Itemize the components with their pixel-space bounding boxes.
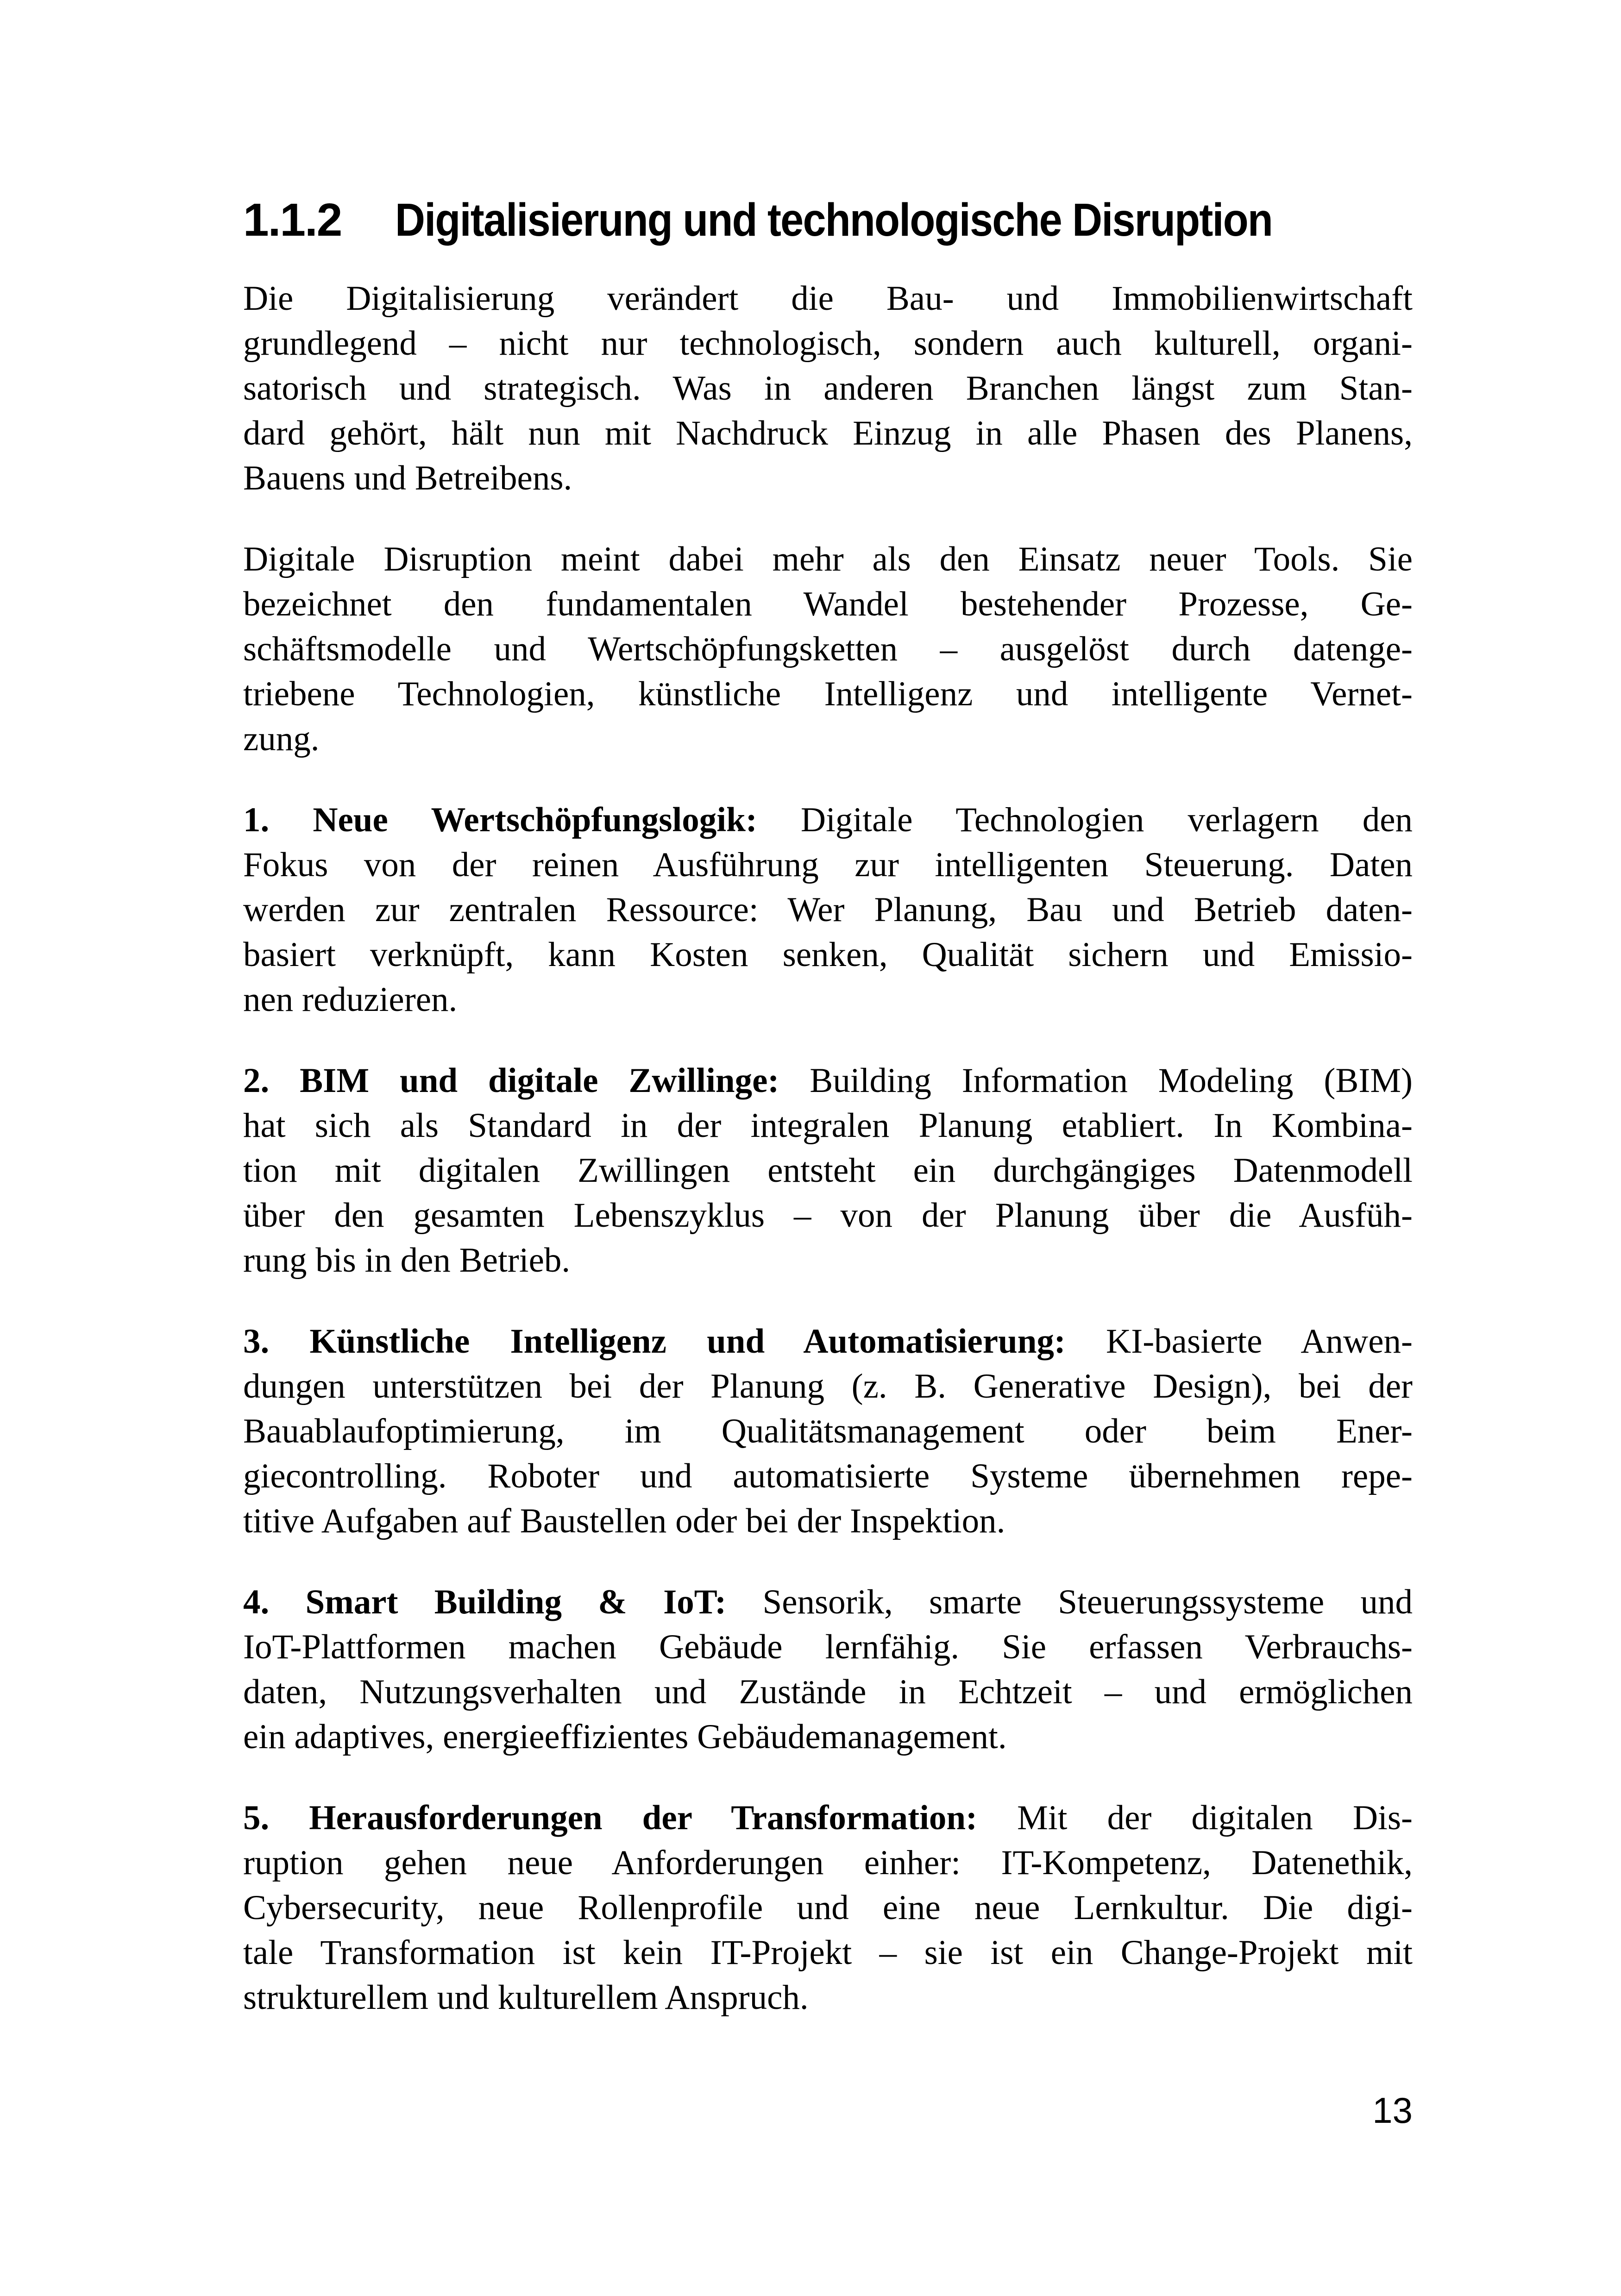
content-column — [243, 0, 1413, 2056]
text-line — [243, 1148, 1413, 1193]
text-line — [243, 411, 1413, 456]
paragraph — [243, 276, 1413, 501]
text-segment: nen reduzieren. — [243, 980, 458, 1019]
text-line — [243, 321, 1413, 366]
section-title: Digitalisierung und technologische Disruption — [395, 194, 1273, 246]
text-segment: Die Digitalisierung verändert die Bau- und Immobilienwirtschaft — [243, 279, 1413, 318]
text-segment: satorisch und strategisch. Was in anderen Branchen längst zum Stan- — [243, 369, 1413, 408]
text-line — [243, 582, 1413, 627]
text-segment: hat sich als Standard in der integralen Planung etabliert. In Kombina- — [243, 1106, 1413, 1145]
lead-in-bold: 5. Herausforderungen der Transformation: — [243, 1799, 978, 1837]
text-segment: Digitale Technologien verlagern den — [757, 801, 1413, 839]
text-line — [243, 1499, 1413, 1543]
paragraph — [243, 1795, 1413, 2020]
text-segment: bezeichnet den fundamentalen Wandel bestehender Prozesse, Ge- — [243, 585, 1413, 623]
text-line — [243, 1714, 1413, 1759]
paragraph — [243, 1058, 1413, 1283]
text-segment: KI-basierte Anwen- — [1065, 1322, 1413, 1361]
text-line — [243, 1238, 1413, 1283]
text-line — [243, 1669, 1413, 1714]
text-line — [243, 1364, 1413, 1409]
text-line — [243, 842, 1413, 887]
text-segment: titive Aufgaben auf Baustellen oder bei der Inspektion. — [243, 1502, 1005, 1540]
text-line — [243, 1625, 1413, 1669]
text-line — [243, 1319, 1413, 1364]
text-line — [243, 276, 1413, 321]
text-segment: Cybersecurity, neue Rollenprofile und eine neue Lernkultur. Die digi- — [243, 1888, 1413, 1927]
text-line — [243, 1795, 1413, 1840]
text-segment: grundlegend – nicht nur technologisch, sondern auch kulturell, organi- — [243, 324, 1413, 363]
lead-in-bold: 3. Künstliche Intelligenz und Automatisierung: — [243, 1322, 1066, 1361]
text-segment: daten, Nutzungsverhalten und Zustände in Echtzeit – und ermöglichen — [243, 1673, 1413, 1711]
text-segment: zung. — [243, 720, 320, 758]
text-line — [243, 1930, 1413, 1975]
text-segment: dard gehört, hält nun mit Nachdruck Einzug in alle Phasen des Planens, — [243, 414, 1413, 452]
section-heading — [243, 194, 1413, 247]
text-segment: strukturellem und kulturellem Anspruch. — [243, 1978, 809, 2017]
text-line — [243, 1580, 1413, 1625]
text-segment: schäftsmodelle und Wertschöpfungsketten – ausgelöst durch datenge- — [243, 630, 1413, 668]
text-segment: Sensorik, smarte Steuerungssysteme und — [726, 1583, 1413, 1621]
paragraph — [243, 1580, 1413, 1759]
text-line — [243, 1193, 1413, 1238]
text-segment: IoT-Plattformen machen Gebäude lernfähig. Sie erfassen Verbrauchs- — [243, 1628, 1413, 1666]
text-segment: Bauablaufoptimierung, im Qualitätsmanagement oder beim Ener- — [243, 1412, 1413, 1450]
text-segment: ein adaptives, energieeffizientes Gebäudemanagement. — [243, 1718, 1007, 1756]
text-line — [243, 627, 1413, 671]
text-line — [243, 537, 1413, 582]
text-line — [243, 1409, 1413, 1454]
text-segment: über den gesamten Lebenszyklus – von der Planung über die Ausfüh- — [243, 1196, 1413, 1235]
text-segment: tale Transformation ist kein IT-Projekt – sie ist ein Change-Projekt mit — [243, 1933, 1413, 1972]
text-segment: triebene Technologien, künstliche Intelligenz und intelligente Vernet- — [243, 675, 1413, 713]
text-segment: basiert verknüpft, kann Kosten senken, Qualität sichern und Emissio- — [243, 935, 1413, 974]
text-segment: dungen unterstützen bei der Planung (z. B. Generative Design), bei der — [243, 1367, 1413, 1405]
text-segment: werden zur zentralen Ressource: Wer Planung, Bau und Betrieb daten- — [243, 891, 1413, 929]
lead-in-bold: 1. Neue Wertschöpfungslogik: — [243, 801, 757, 839]
lead-in-bold: 4. Smart Building & IoT: — [243, 1583, 727, 1621]
text-segment: Mit der digitalen Dis- — [977, 1799, 1413, 1837]
lead-in-bold: 2. BIM und digitale Zwillinge: — [243, 1061, 779, 1100]
text-segment: rung bis in den Betrieb. — [243, 1241, 571, 1280]
text-line — [243, 1454, 1413, 1499]
text-segment: Bauens und Betreibens. — [243, 459, 572, 497]
text-segment: Fokus von der reinen Ausführung zur intelligenten Steuerung. Daten — [243, 846, 1413, 884]
text-segment: Digitale Disruption meint dabei mehr als den Einsatz neuer Tools. Sie — [243, 540, 1413, 578]
text-line — [243, 1840, 1413, 1885]
text-segment: tion mit digitalen Zwillingen entsteht ein durchgängiges Datenmodell — [243, 1151, 1413, 1190]
text-line — [243, 887, 1413, 932]
text-line — [243, 366, 1413, 411]
paragraph — [243, 797, 1413, 1022]
text-line — [243, 977, 1413, 1022]
text-line — [243, 1058, 1413, 1103]
text-line — [243, 1885, 1413, 1930]
text-segment: Building Information Modeling (BIM) — [779, 1061, 1413, 1100]
text-line — [243, 1975, 1413, 2020]
text-line — [243, 456, 1413, 501]
text-segment: giecontrolling. Roboter und automatisierte Systeme übernehmen repe- — [243, 1457, 1413, 1495]
text-line — [243, 932, 1413, 977]
section-number: 1.1.2 — [243, 194, 342, 246]
paragraph — [243, 537, 1413, 761]
body-text — [243, 276, 1413, 2020]
paragraph — [243, 1319, 1413, 1543]
text-line — [243, 671, 1413, 716]
text-line — [243, 1103, 1413, 1148]
page-number: 13 — [1372, 2090, 1413, 2131]
text-segment: ruption gehen neue Anforderungen einher: IT-Kompetenz, Datenethik, — [243, 1844, 1413, 1882]
text-line — [243, 716, 1413, 761]
text-line — [243, 797, 1413, 842]
